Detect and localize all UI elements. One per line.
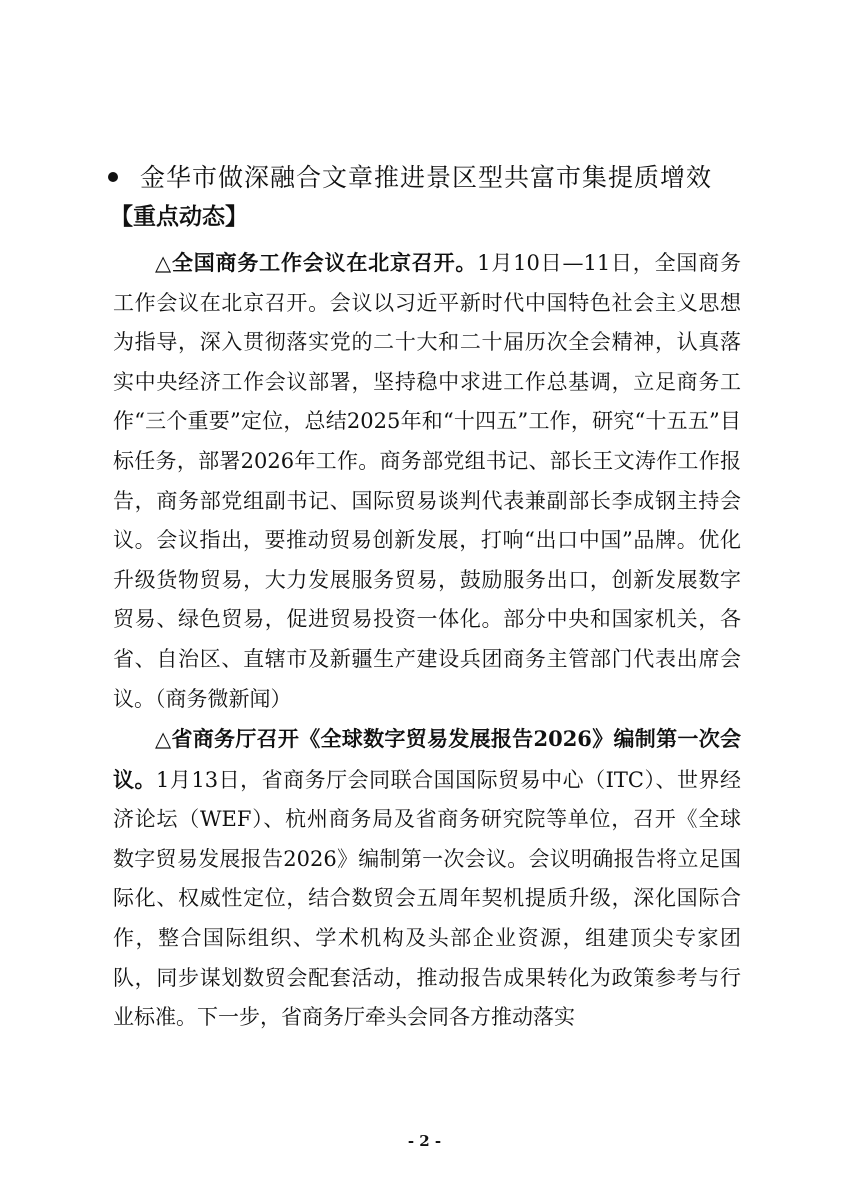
news-paragraph: [113, 243, 741, 719]
bullet-dot-icon: [108, 172, 118, 182]
page-number: - 2 -: [407, 1132, 442, 1150]
bullet-text: 金华市做深融合文章推进景区型共富市集提质增效: [140, 163, 713, 192]
news-paragraph: [113, 719, 741, 1038]
news-body: 1月13日，省商务厅会同联合国国际贸易中心（ITC）、世界经济论坛（WEF）、杭州商务局及省商务研究院等单位，召开《全球数字贸易发展报告2026》编制第一次会议。会议明确报告将立足国际化、权威性定位，结合数贸会五周年契机提质升级，深化国际合作，整合国际组织、学术机构及头部企业资源，组建顶尖专家团队，同步谋划数贸会配套活动，推动报告成果转化为政策参考与行业标准。下一步，省商务厅牵头会同各方推动落实: [113, 767, 742, 1030]
news-title: △全国商务工作会议在北京召开。: [155, 250, 478, 275]
bullet-item: [108, 160, 712, 196]
section-heading: 【重点动态】: [110, 204, 248, 230]
news-title: △省商务厅召开《全球数字贸易发展报告2026》编制第一次会议。: [113, 726, 741, 792]
news-body: 1月10日—11日，全国商务工作会议在北京召开。会议以习近平新时代中国特色社会主义思想为指导，深入贯彻落实党的二十大和二十届历次全会精神，认真落实中央经济工作会议部署，坚持稳中求进工作总基调，立足商务工作“三个重要”定位，总结2025年和“十四五”工作，研究“十五五”目标任务，部署2026年工作。商务部党组书记、部长王文涛作工作报告，商务部党组副书记、国际贸易谈判代表兼副部长李成钢主持会议。会议指出，要推动贸易创新发展，打响“出口中国”品牌。优化升级货物贸易，大力发展服务贸易，鼓励服务出口，创新发展数字贸易、绿色贸易，促进贸易投资一体化。部分中央和国家机关，各省、自治区、直辖市及新疆生产建设兵团商务主管部门代表出席会议。（商务微新闻）: [113, 251, 741, 711]
